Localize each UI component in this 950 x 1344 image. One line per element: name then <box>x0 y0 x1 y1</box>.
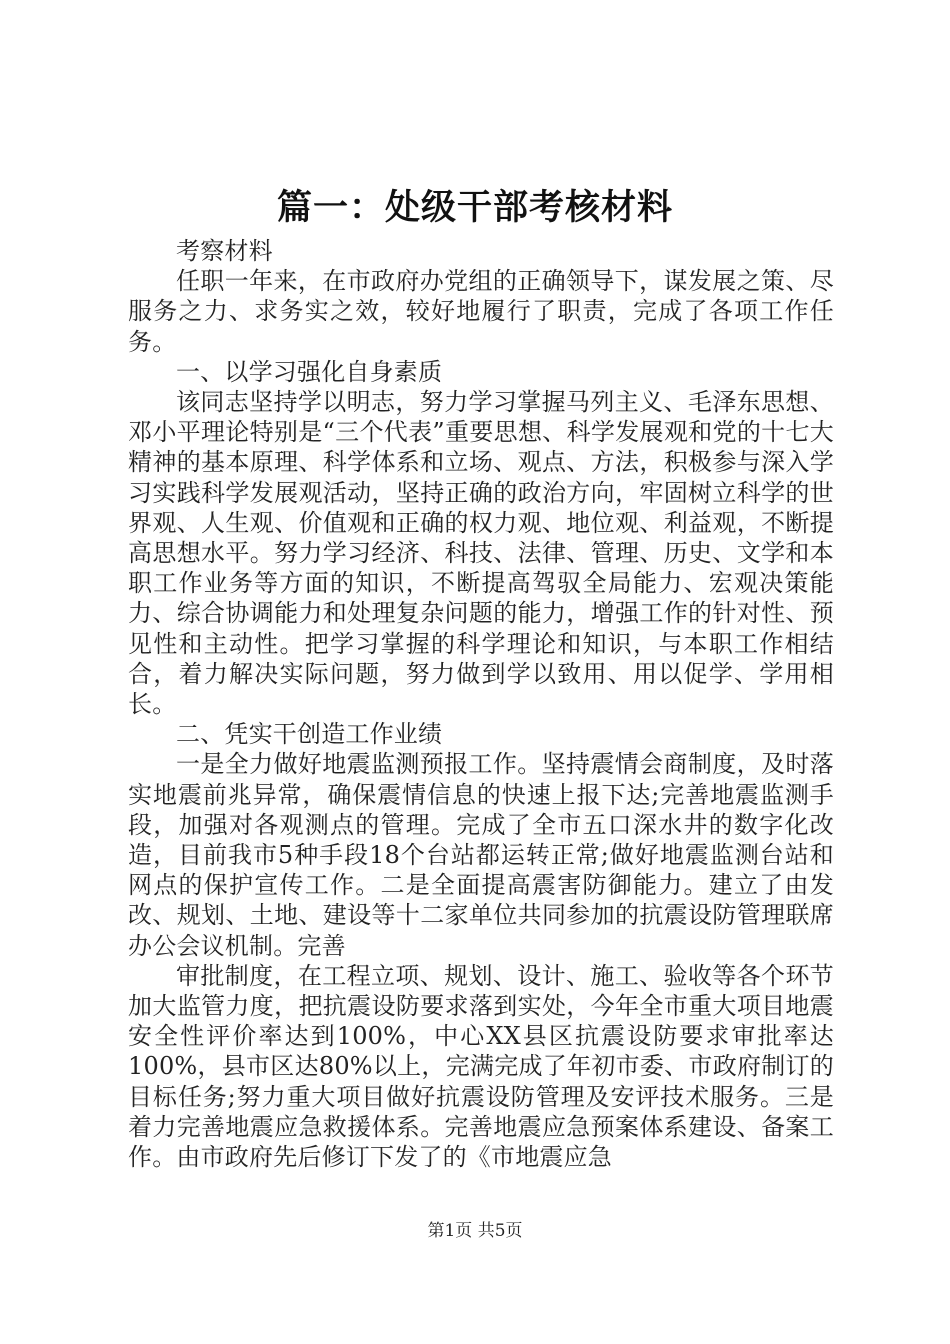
paragraph: 一是全力做好地震监测预报工作。坚持震情会商制度，及时落实地震前兆异常，确保震情信息的快速上报下达;完善地震监测手段，加强对各观测点的管理。完成了全市五口深水井的数字化改造，目前我市5种手段18个台站都运转正常;做好地震监测台站和网点的保护宣传工作。二是全面提高震害防御能力。建立了由发改、规划、土地、建设等十二家单位共同参加的抗震设防管理联席办公会议机制。完善 <box>128 750 834 960</box>
document-body <box>128 236 834 1172</box>
paragraph: 任职一年来，在市政府办党组的正确领导下，谋发展之策、尽服务之力、求务实之效，较好地履行了职责，完成了各项工作任务。 <box>128 267 834 356</box>
paragraph: 该同志坚持学以明志，努力学习掌握马列主义、毛泽东思想、邓小平理论特别是“三个代表”重要思想、科学发展观和党的十七大精神的基本原理、科学体系和立场、观点、方法，积极参与深入学习实践科学发展观活动，坚持正确的政治方向，牢固树立科学的世界观、人生观、价值观和正确的权力观、地位观、利益观，不断提高思想水平。努力学习经济、科技、法律、管理、历史、文学和本职工作业务等方面的知识，不断提高驾驭全局能力、宏观决策能力、综合协调能力和处理复杂问题的能力，增强工作的针对性、预见性和主动性。把学习掌握的科学理论和知识，与本职工作相结合，着力解决实际问题，努力做到学以致用、用以促学、学用相长。 <box>128 388 834 719</box>
document-title: 篇一：处级干部考核材料 <box>276 187 673 228</box>
page-footer: 第1页 共5页 <box>427 1221 523 1241</box>
paragraph: 考察材料 <box>176 237 273 265</box>
section-heading: 二、凭实干创造工作业绩 <box>176 720 443 749</box>
paragraph: 审批制度，在工程立项、规划、设计、施工、验收等各个环节加大监管力度，把抗震设防要求落到实处，今年全市重大项目地震安全性评价率达到100%，中心XX县区抗震设防要求审批率达100%，县市区达80%以上，完满完成了年初市委、市政府制订的目标任务;努力重大项目做好抗震设防管理及安评技术服务。三是着力完善地震应急救援体系。完善地震应急预案体系建设、备案工作。由市政府先后修订下发了的《市地震应急 <box>128 961 834 1172</box>
section-heading: 一、以学习强化自身素质 <box>176 357 443 386</box>
